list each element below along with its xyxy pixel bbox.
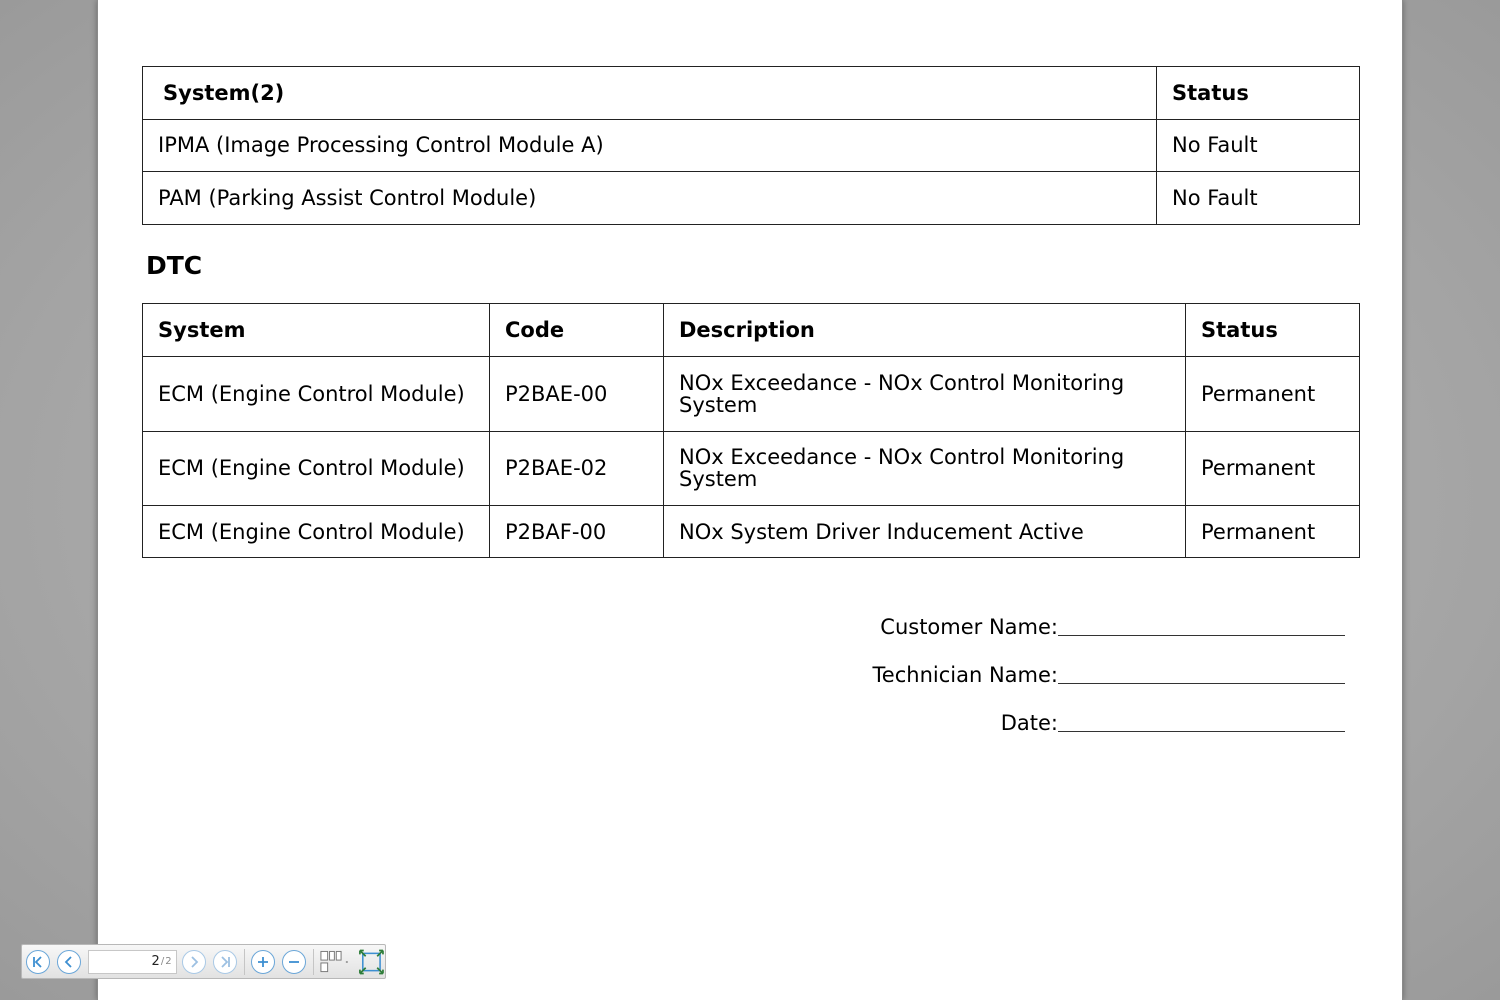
toolbar-divider — [244, 949, 245, 975]
table-row — [143, 431, 1360, 506]
status-cell: No Fault — [1157, 172, 1360, 225]
first-page-icon[interactable] — [26, 950, 50, 974]
system-cell: ECM (Engine Control Module) — [143, 357, 490, 432]
signature-blank — [1058, 683, 1345, 684]
system-cell: PAM (Parking Assist Control Module) — [143, 172, 1157, 225]
table-header-row — [143, 67, 1360, 120]
system-status-table — [142, 66, 1360, 225]
page-view-mode-icon[interactable] — [319, 949, 352, 975]
status-cell: Permanent — [1186, 357, 1360, 432]
description-cell: NOx Exceedance - NOx Control Monitoring System — [664, 357, 1186, 432]
dtc-table — [142, 303, 1360, 558]
code-cell: P2BAE-00 — [490, 357, 664, 432]
system-cell: IPMA (Image Processing Control Module A) — [143, 119, 1157, 172]
signature-blank — [1058, 635, 1345, 636]
customer-name-label: Customer Name: — [880, 615, 1058, 639]
table-row — [143, 357, 1360, 432]
date-line — [1001, 711, 1345, 735]
zoom-out-icon[interactable] — [282, 950, 306, 974]
dtc-heading: DTC — [146, 251, 203, 280]
technician-name-label: Technician Name: — [872, 663, 1058, 687]
code-cell: P2BAF-00 — [490, 506, 664, 558]
date-label: Date: — [1000, 711, 1058, 735]
status-cell: No Fault — [1157, 119, 1360, 172]
table-row — [143, 119, 1360, 172]
pdf-viewer-toolbar — [21, 944, 386, 979]
status-column-header: Status — [1157, 67, 1360, 120]
description-cell: NOx Exceedance - NOx Control Monitoring System — [664, 431, 1186, 506]
document-page — [97, 0, 1403, 1000]
status-column-header: Status — [1186, 304, 1360, 357]
system-column-header: System(2) — [143, 67, 1157, 120]
technician-name-line — [873, 663, 1345, 687]
table-header-row — [143, 304, 1360, 357]
page-number-input[interactable]: 2 / 2 — [88, 950, 177, 974]
status-cell: Permanent — [1186, 506, 1360, 558]
total-pages-value: 2 — [165, 956, 172, 967]
next-page-icon[interactable] — [182, 950, 206, 974]
current-page-value: 2 — [151, 954, 160, 969]
description-cell: NOx System Driver Inducement Active — [664, 506, 1186, 558]
customer-name-line — [880, 615, 1345, 639]
fit-page-icon[interactable] — [358, 948, 385, 976]
code-column-header: Code — [490, 304, 664, 357]
status-cell: Permanent — [1186, 431, 1360, 506]
code-cell: P2BAE-02 — [490, 431, 664, 506]
system-column-header: System — [143, 304, 490, 357]
system-cell: ECM (Engine Control Module) — [143, 431, 490, 506]
toolbar-divider — [313, 949, 314, 975]
zoom-in-icon[interactable] — [251, 950, 275, 974]
description-column-header: Description — [664, 304, 1186, 357]
system-cell: ECM (Engine Control Module) — [143, 506, 490, 558]
last-page-icon[interactable] — [213, 950, 237, 974]
table-row — [143, 506, 1360, 558]
previous-page-icon[interactable] — [57, 950, 81, 974]
signature-blank — [1058, 731, 1345, 732]
table-row — [143, 172, 1360, 225]
